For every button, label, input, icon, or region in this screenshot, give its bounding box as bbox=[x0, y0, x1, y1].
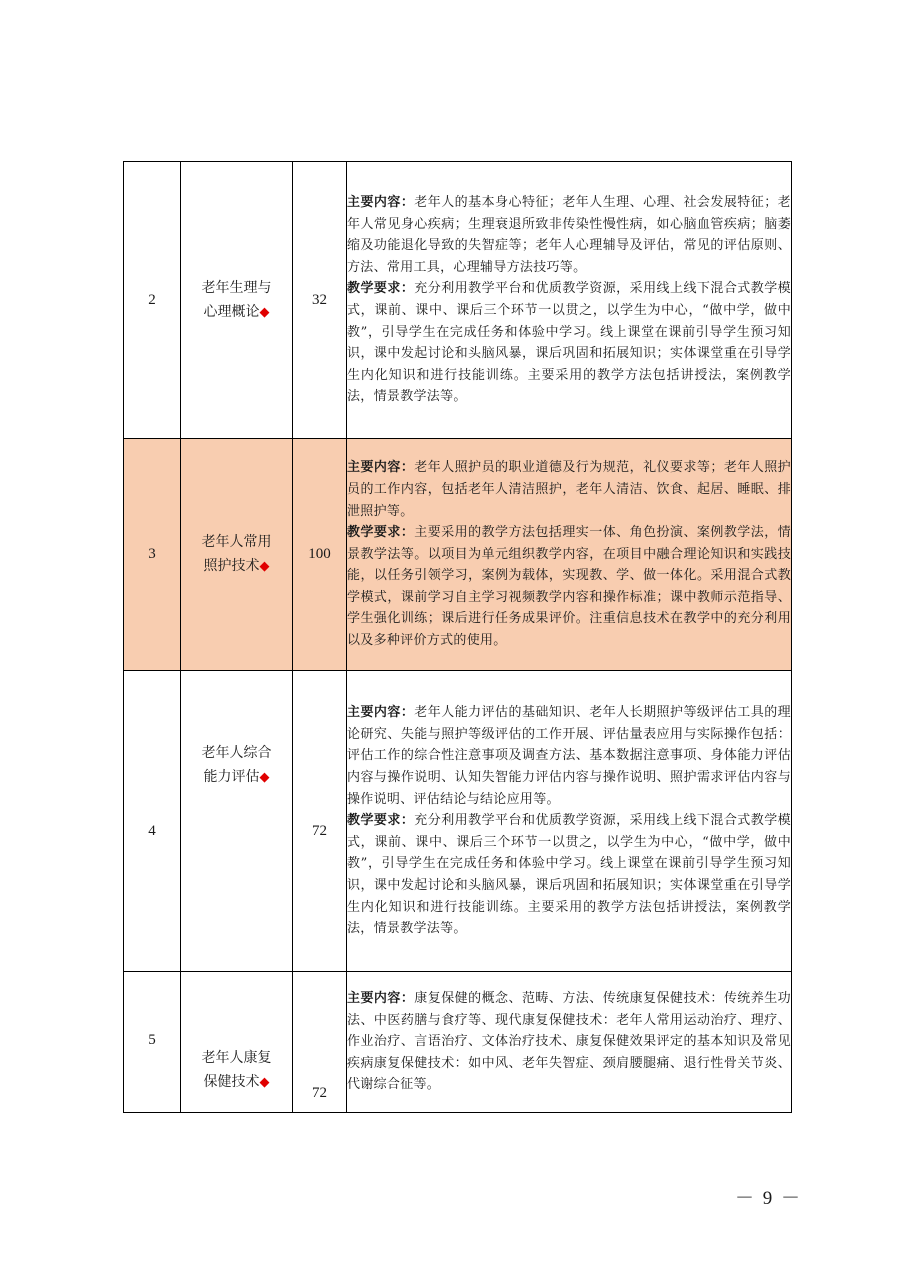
table-row bbox=[124, 972, 792, 1113]
main-content-paragraph bbox=[347, 988, 791, 1096]
teaching-requirement-paragraph bbox=[347, 278, 791, 408]
teaching-requirement-paragraph bbox=[347, 522, 791, 652]
course-name bbox=[181, 671, 293, 972]
main-content-text: 康复保健的概念、范畴、方法、传统康复保健技术：传统养生功法、中医药膳与食疗等、现代康复保健技术：老年人常用运动治疗、理疗、作业治疗、言语治疗、文体治疗技术、康复保健效果评定的基本知识及常见疾病康复保健技术：如中风、老年失智症、颈肩腰腿痛、退行性骨关节炎、代谢综合征等。 bbox=[347, 991, 791, 1093]
course-name-line2: 照护技术 bbox=[203, 558, 260, 574]
course-name-line2: 保健技术 bbox=[203, 1073, 260, 1090]
main-content-paragraph bbox=[347, 457, 791, 522]
course-number: 3 bbox=[124, 439, 181, 671]
course-name bbox=[181, 972, 293, 1113]
course-number: 4 bbox=[124, 671, 181, 972]
main-content-paragraph bbox=[347, 702, 791, 810]
course-table bbox=[123, 161, 792, 1113]
main-content-paragraph bbox=[347, 192, 791, 278]
course-description bbox=[347, 162, 792, 439]
table-row bbox=[124, 439, 792, 671]
red-diamond-icon: ◆ bbox=[259, 1074, 270, 1090]
teaching-requirement-label: 教学要求： bbox=[347, 813, 415, 829]
course-name bbox=[181, 162, 293, 439]
course-description bbox=[347, 671, 792, 972]
course-name-line1: 老年人康复 bbox=[201, 1049, 272, 1066]
course-description bbox=[347, 439, 792, 671]
teaching-requirement-paragraph bbox=[347, 810, 791, 940]
main-content-label: 主要内容： bbox=[347, 460, 415, 476]
teaching-requirement-text: 充分利用教学平台和优质教学资源，采用线上线下混合式教学模式，课前、课中、课后三个环节一以贯之，以学生为中心，“做中学，做中教”，引导学生在完成任务和体验中学习。线上课堂在课前引导学生预习知识，课中发起讨论和头脑风暴，课后巩固和拓展知识；实体课堂重在引导学生内化知识和进行技能训练。主要采用的教学方法包括讲授法，案例教学法，情景教学法等。 bbox=[347, 281, 791, 405]
red-diamond-icon: ◆ bbox=[259, 304, 270, 320]
course-hours: 72 bbox=[293, 972, 347, 1113]
course-hours: 32 bbox=[293, 162, 347, 439]
teaching-requirement-label: 教学要求： bbox=[347, 281, 415, 297]
main-content-label: 主要内容： bbox=[347, 991, 415, 1007]
red-diamond-icon: ◆ bbox=[259, 559, 270, 574]
table-row bbox=[124, 162, 792, 439]
main-content-label: 主要内容： bbox=[347, 705, 415, 721]
course-description bbox=[347, 972, 792, 1113]
course-name bbox=[181, 439, 293, 671]
table-row bbox=[124, 671, 792, 972]
course-name-line2: 心理概论 bbox=[203, 303, 260, 320]
teaching-requirement-text: 主要采用的教学方法包括理实一体、角色扮演、案例教学法，情景教学法等。以项目为单元组织教学内容，在项目中融合理论知识和实践技能，以任务引领学习，案例为载体，实现教、学、做一体化。采用混合式教学模式，课前学习自主学习视频教学内容和操作标准；课中教师示范指导、学生强化训练；课后进行任务成果评价。注重信息技术在教学中的充分利用以及多种评价方式的使用。 bbox=[347, 525, 791, 649]
red-diamond-icon: ◆ bbox=[259, 770, 270, 785]
course-name-line1: 老年人综合 bbox=[201, 745, 272, 761]
main-content-text: 老年人的基本身心特征；老年人生理、心理、社会发展特征；老年人常见身心疾病；生理衰退所致非传染性慢性病，如心脑血管疾病；脑萎缩及功能退化导致的失智症等；老年人心理辅导及评估，常见的评估原则、方法、常用工具，心理辅导方法技巧等。 bbox=[347, 195, 791, 275]
course-number: 5 bbox=[124, 972, 181, 1113]
course-name-line1: 老年生理与 bbox=[201, 279, 272, 296]
teaching-requirement-label: 教学要求： bbox=[347, 525, 415, 541]
main-content-label: 主要内容： bbox=[347, 195, 415, 211]
course-name-line2: 能力评估 bbox=[203, 769, 260, 785]
course-name-line1: 老年人常用 bbox=[201, 534, 272, 550]
course-number: 2 bbox=[124, 162, 181, 439]
teaching-requirement-text: 充分利用教学平台和优质教学资源，采用线上线下混合式教学模式，课前、课中、课后三个环节一以贯之，以学生为中心，“做中学，做中教”，引导学生在完成任务和体验中学习。线上课堂在课前引导学生预习知识，课中发起讨论和头脑风暴，课后巩固和拓展知识；实体课堂重在引导学生内化知识和进行技能训练。主要采用的教学方法包括讲授法，案例教学法，情景教学法等。 bbox=[347, 813, 791, 937]
main-content-text: 老年人能力评估的基础知识、老年人长期照护等级评估工具的理论研究、失能与照护等级评估的工作开展、评估量表应用与实际操作包括：评估工作的综合性注意事项及调查方法、基本数据注意事项、身体能力评估内容与操作说明、认知失智能力评估内容与操作说明、照护需求评估内容与操作说明、评估结论与结论应用等。 bbox=[347, 705, 791, 807]
page-number: － 9 － bbox=[735, 1188, 803, 1209]
course-hours: 72 bbox=[293, 671, 347, 972]
main-content-text: 老年人照护员的职业道德及行为规范，礼仪要求等；老年人照护员的工作内容，包括老年人清洁照护，老年人清洁、饮食、起居、睡眠、排泄照护等。 bbox=[347, 460, 791, 519]
course-hours: 100 bbox=[293, 439, 347, 671]
